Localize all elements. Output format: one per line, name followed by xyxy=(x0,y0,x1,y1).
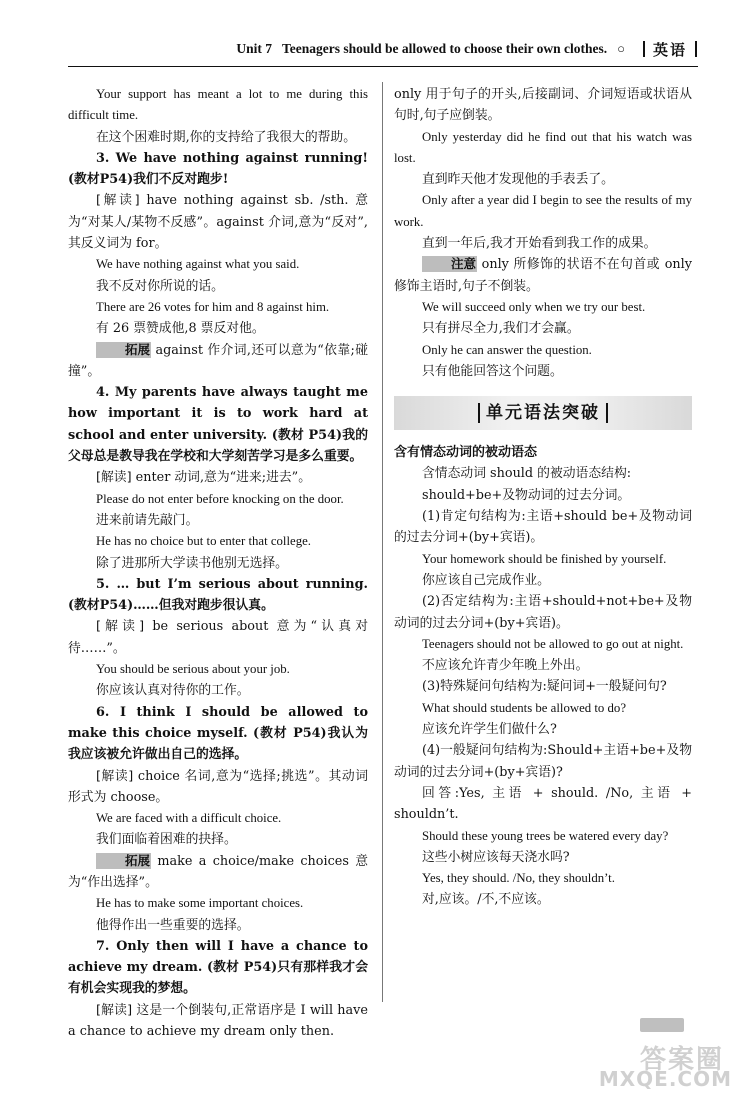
paragraph xyxy=(68,659,368,680)
paragraph xyxy=(394,84,692,127)
paragraph xyxy=(394,889,692,910)
paragraph-text: 5. … but I’m serious about running. (教材P54)……但我对跑步很认真。 xyxy=(68,576,368,614)
paragraph-text: 有 26 票赞成他,8 票反对他。 xyxy=(96,321,265,337)
paragraph xyxy=(394,740,692,783)
paragraph xyxy=(68,893,368,914)
paragraph-text: 应该允许学生们做什么? xyxy=(422,722,557,738)
note-tag: 拓展 xyxy=(96,853,151,869)
paragraph xyxy=(394,698,692,719)
paragraph-text: Your support has meant a lot to me during this difficult time. xyxy=(68,87,368,123)
paragraph-text: only 用于句子的开头,后接副词、介词短语或状语从句时,句子应倒装。 xyxy=(394,87,692,124)
paragraph xyxy=(68,148,368,191)
paragraph-text: Teenagers should not be allowed to go out at night. xyxy=(422,636,684,651)
paragraph xyxy=(394,719,692,740)
paragraph xyxy=(68,680,368,701)
paragraph-text: (4)一般疑问句结构为:Should+主语+be+及物动词的过去分词+(by+宾语)? xyxy=(394,743,692,780)
paragraph xyxy=(394,233,692,254)
paragraph xyxy=(68,553,368,574)
paragraph xyxy=(68,936,368,1000)
note-tag: [解读] xyxy=(96,619,145,635)
paragraph xyxy=(68,318,368,339)
paragraph xyxy=(68,616,368,659)
paragraph-text: (3)特殊疑问句结构为:疑问词+一般疑问句? xyxy=(422,679,667,695)
paragraph-text: (1)肯定句结构为:主语+should be+及物动词的过去分词+(by+宾语)。 xyxy=(394,509,692,546)
paragraph-text: 直到昨天他才发现他的手表丢了。 xyxy=(422,172,614,188)
paragraph-text: 回答:Yes, 主语 + should. /No, 主语 + shouldn’t. xyxy=(394,785,692,823)
grammar-notes xyxy=(394,463,692,910)
paragraph xyxy=(394,254,692,297)
paragraph-text: We will succeed only when we try our best. xyxy=(422,299,646,314)
paragraph-text: 在这个困难时期,你的支持给了我很大的帮助。 xyxy=(96,129,357,145)
paragraph xyxy=(394,826,692,847)
paragraph-text: choice 名词,意为“选择;挑选”。其动词形式为 choose。 xyxy=(68,768,368,805)
paragraph xyxy=(394,655,692,676)
note-tag: [解读] xyxy=(96,1002,133,1018)
paragraph xyxy=(394,506,692,549)
paragraph xyxy=(394,676,692,697)
watermark-logo: 答案圈 xyxy=(639,1045,724,1075)
paragraph xyxy=(394,591,692,634)
paragraph xyxy=(68,531,368,552)
paragraph-text: Yes, they should. /No, they shouldn’t. xyxy=(422,871,615,886)
paragraph xyxy=(394,127,692,170)
paragraph-text: Please do not enter before knocking on the door. xyxy=(96,491,344,506)
paragraph-text: Your homework should be finished by yourself. xyxy=(422,551,667,566)
paragraph xyxy=(394,549,692,570)
note-tag: [解读] xyxy=(96,768,134,784)
paragraph xyxy=(68,254,368,275)
paragraph-text: 进来前请先敲门。 xyxy=(96,512,199,528)
paragraph xyxy=(68,766,368,809)
paragraph xyxy=(394,847,692,868)
paragraph xyxy=(394,340,692,361)
paragraph-text: Only yesterday did he find out that his watch was lost. xyxy=(394,129,692,165)
paragraph xyxy=(394,463,692,484)
paragraph xyxy=(68,127,368,148)
paragraph xyxy=(394,485,692,506)
paragraph-text: 只有拼尽全力,我们才会赢。 xyxy=(422,321,580,337)
left-column xyxy=(68,84,368,1042)
paragraph xyxy=(394,169,692,190)
circle-icon: ○ xyxy=(617,41,625,56)
unit-label: Unit 7 xyxy=(236,41,272,56)
paragraph-text: 除了进那所大学读书他别无选择。 xyxy=(96,555,288,571)
paragraph-text: 他得作出一些重要的选择。 xyxy=(96,917,250,933)
paragraph xyxy=(68,829,368,850)
paragraph-text: 这是一个倒装句,正常语序是 I will have a chance to achieve my dream only then. xyxy=(68,1002,368,1040)
page-header xyxy=(150,36,705,62)
paragraph xyxy=(68,808,368,829)
paragraph xyxy=(68,340,368,383)
paragraph xyxy=(68,489,368,510)
paragraph xyxy=(394,783,692,826)
section-banner-title: 单元语法突破 xyxy=(478,403,608,423)
note-tag: [解读] xyxy=(96,470,132,486)
paragraph-text: (2)否定结构为:主语+should+not+be+及物动词的过去分词+(by+宾语)。 xyxy=(394,594,692,631)
paragraph-text: You should be serious about your job. xyxy=(96,662,290,677)
paragraph-text: He has no choice but to enter that college. xyxy=(96,534,311,549)
paragraph xyxy=(68,702,368,766)
paragraph xyxy=(394,570,692,591)
paragraph-text: 直到一年后,我才开始看到我工作的成果。 xyxy=(422,236,657,252)
paragraph xyxy=(394,297,692,318)
unit-title: Teenagers should be allowed to choose their own clothes. xyxy=(281,41,608,56)
paragraph xyxy=(68,297,368,318)
page-ornament xyxy=(640,1018,684,1032)
paragraph-text: 这些小树应该每天浇水吗? xyxy=(422,849,570,865)
paragraph-text: We are faced with a difficult choice. xyxy=(96,811,282,826)
paragraph-text: 3. We have nothing against running! (教材P54)我们不反对跑步! xyxy=(68,150,368,188)
right-column xyxy=(394,84,692,911)
header-divider xyxy=(695,41,697,57)
paragraph-text: Only he can answer the question. xyxy=(422,342,592,357)
note-tag: [解读] xyxy=(96,193,140,209)
paragraph-text: 含情态动词 should 的被动语态结构: xyxy=(422,466,632,482)
paragraph-text: 对,应该。/不,不应该。 xyxy=(422,892,550,908)
paragraph xyxy=(68,915,368,936)
paragraph xyxy=(394,361,692,382)
paragraph-text: only 所修饰的状语不在句首或 only 修饰主语时,句子不倒装。 xyxy=(394,257,692,294)
paragraph-text: should+be+及物动词的过去分词。 xyxy=(422,487,631,503)
paragraph-text: Should these young trees be watered every day? xyxy=(422,828,669,843)
paragraph xyxy=(68,574,368,617)
note-tag: 注意 xyxy=(422,256,477,272)
paragraph-text: There are 26 votes for him and 8 against him. xyxy=(96,299,330,314)
paragraph xyxy=(68,510,368,531)
header-rule xyxy=(68,66,698,67)
paragraph xyxy=(394,190,692,233)
watermark-url: MXQE.COM xyxy=(598,1067,732,1091)
note-tag: 拓展 xyxy=(96,342,151,358)
paragraph xyxy=(68,276,368,297)
column-divider xyxy=(382,82,383,1002)
paragraph-text: 不应该允许青少年晚上外出。 xyxy=(422,658,589,674)
paragraph-text: 你应该自己完成作业。 xyxy=(422,572,550,588)
section-banner xyxy=(394,396,692,430)
paragraph xyxy=(68,851,368,894)
paragraph-text: Only after a year did I begin to see the results of my work. xyxy=(394,193,692,229)
paragraph-text: He has to make some important choices. xyxy=(96,896,304,911)
grammar-title: 含有情态动词的被动语态 xyxy=(394,445,538,461)
paragraph-text: have nothing against sb. /sth. 意为“对某人/某物不反感”。against 介词,意为“反对”,其反义词为 for。 xyxy=(68,193,368,252)
paragraph-text: enter 动词,意为“进来;进去”。 xyxy=(131,470,312,486)
paragraph-text: 4. My parents have always taught me how important it is to work hard at school and enter university. (教材 P54)我的父母总是教导我在学校和大学刻苦学习是多么重要。 xyxy=(68,385,368,465)
paragraph-text: 只有他能回答这个问题。 xyxy=(422,363,563,379)
watermark xyxy=(582,1039,732,1091)
paragraph xyxy=(68,467,368,488)
paragraph xyxy=(394,318,692,339)
header-divider xyxy=(643,41,645,57)
paragraph xyxy=(68,1000,368,1043)
paragraph-text: make a choice/make choices 意为“作出选择”。 xyxy=(68,853,368,890)
inversion-notes xyxy=(394,84,692,382)
paragraph xyxy=(68,382,368,467)
paragraph-text: against 作介词,还可以意为“依靠;碰撞”。 xyxy=(68,342,368,379)
paragraph-text: 你应该认真对待你的工作。 xyxy=(96,683,250,699)
paragraph xyxy=(68,84,368,127)
paragraph-text: be serious about 意为“认真对待……”。 xyxy=(68,619,368,656)
paragraph-text: 我不反对你所说的话。 xyxy=(96,278,224,294)
paragraph-text: 我们面临着困难的抉择。 xyxy=(96,832,237,848)
paragraph xyxy=(68,190,368,254)
subject-label: 英语 xyxy=(652,40,687,59)
paragraph-text: What should students be allowed to do? xyxy=(422,700,627,715)
paragraph-text: 6. I think I should be allowed to make this choice myself. (教材 P54)我认为我应该被允许做出自己的选择。 xyxy=(68,704,368,763)
paragraph-text: 7. Only then will I have a chance to achieve my dream. (教材 P54)只有那样我才会有机会实现我的梦想。 xyxy=(68,938,368,997)
paragraph-text: We have nothing against what you said. xyxy=(96,257,300,272)
paragraph xyxy=(394,868,692,889)
paragraph xyxy=(394,634,692,655)
